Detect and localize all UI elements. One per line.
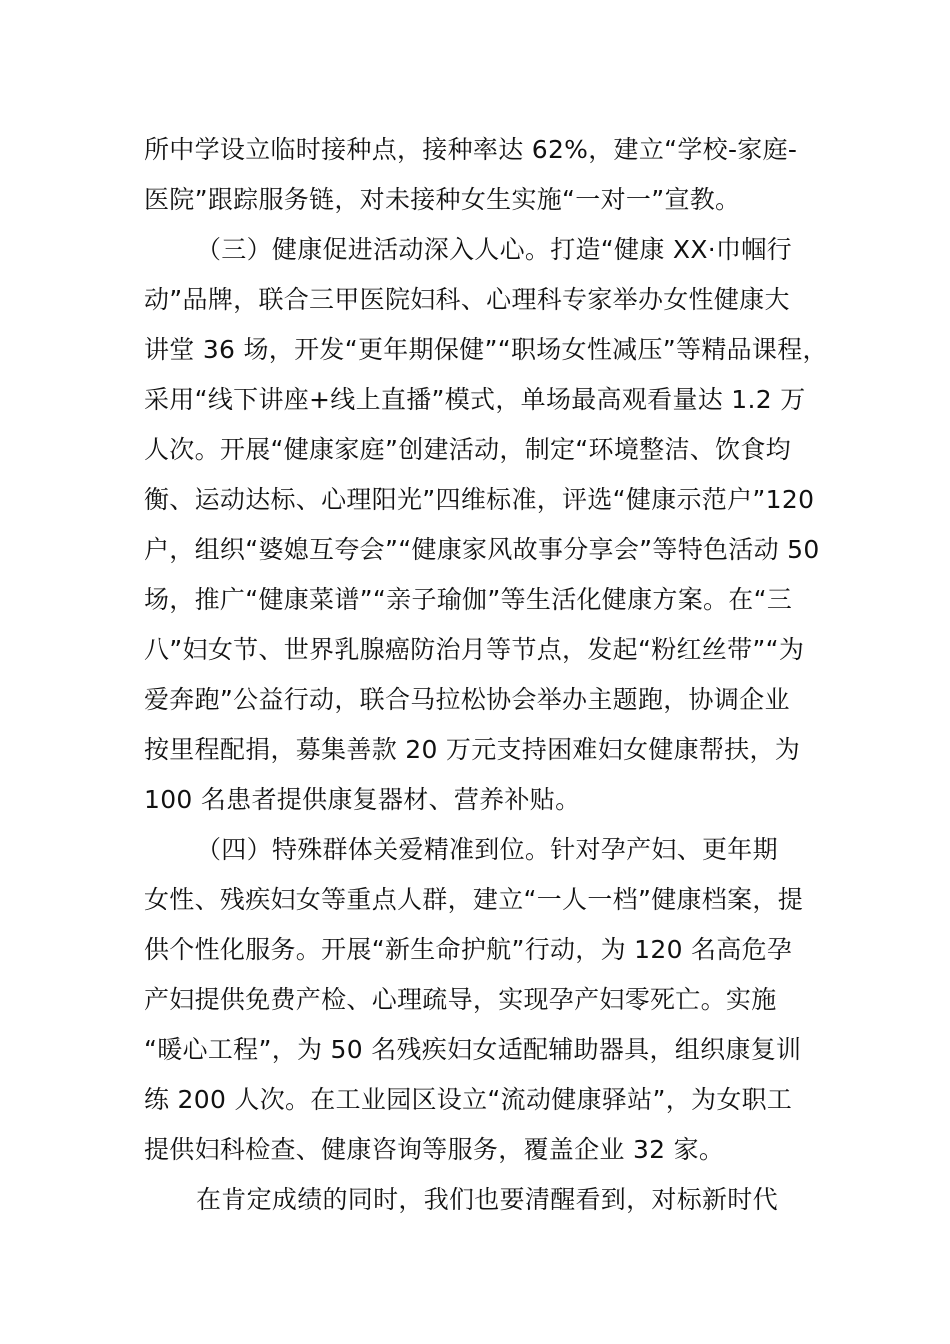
text-line: 100 名患者提供康复器材、营养补贴。 bbox=[144, 785, 581, 814]
text-line: 人次。开展“健康家庭”创建活动，制定“环境整洁、饮食均 bbox=[144, 435, 791, 464]
text-line: 动”品牌，联合三甲医院妇科、心理科专家举办女性健康大 bbox=[144, 285, 790, 314]
text-line: 八”妇女节、世界乳腺癌防治月等节点，发起“粉红丝带”“为 bbox=[144, 635, 805, 664]
section-heading-line: （三）健康促进活动深入人心。打造“健康 XX·巾帼行 bbox=[196, 235, 792, 264]
text-line: 衡、运动达标、心理阳光”四维标准，评选“健康示范户”120 bbox=[144, 485, 815, 514]
text-line: 提供妇科检查、健康咨询等服务，覆盖企业 32 家。 bbox=[144, 1135, 725, 1164]
text-line: 女性、残疾妇女等重点人群，建立“一人一档”健康档案，提 bbox=[144, 885, 804, 914]
text-line: 讲堂 36 场，开发“更年期保健”“职场女性减压”等精品课程， bbox=[144, 335, 828, 364]
text-line: 采用“线下讲座+线上直播”模式，单场最高观看量达 1.2 万 bbox=[144, 385, 806, 414]
text-line: 户，组织“婆媳互夸会”“健康家风故事分享会”等特色活动 50 bbox=[144, 535, 820, 564]
text-line: 供个性化服务。开展“新生命护航”行动，为 120 名高危孕 bbox=[144, 935, 793, 964]
text-line: 产妇提供免费产检、心理疏导，实现孕产妇零死亡。实施 bbox=[144, 985, 777, 1014]
text-line: “暖心工程”，为 50 名残疾妇女适配辅助器具，组织康复训 bbox=[144, 1035, 802, 1064]
text-line: 练 200 人次。在工业园区设立“流动健康驿站”，为女职工 bbox=[144, 1085, 793, 1114]
text-line: 按里程配捐，募集善款 20 万元支持困难妇女健康帮扶，为 bbox=[144, 735, 801, 764]
text-line: 场，推广“健康菜谱”“亲子瑜伽”等生活化健康方案。在“三 bbox=[144, 585, 793, 614]
text-line: 爱奔跑”公益行动，联合马拉松协会举办主题跑，协调企业 bbox=[144, 685, 790, 714]
text-line: 所中学设立临时接种点，接种率达 62%，建立“学校-家庭- bbox=[144, 135, 798, 164]
paragraph-start-line: 在肯定成绩的同时，我们也要清醒看到，对标新时代 bbox=[196, 1185, 778, 1214]
text-line: 医院”跟踪服务链，对未接种女生实施“一对一”宣教。 bbox=[144, 185, 741, 214]
section-heading-line: （四）特殊群体关爱精准到位。针对孕产妇、更年期 bbox=[196, 835, 778, 864]
